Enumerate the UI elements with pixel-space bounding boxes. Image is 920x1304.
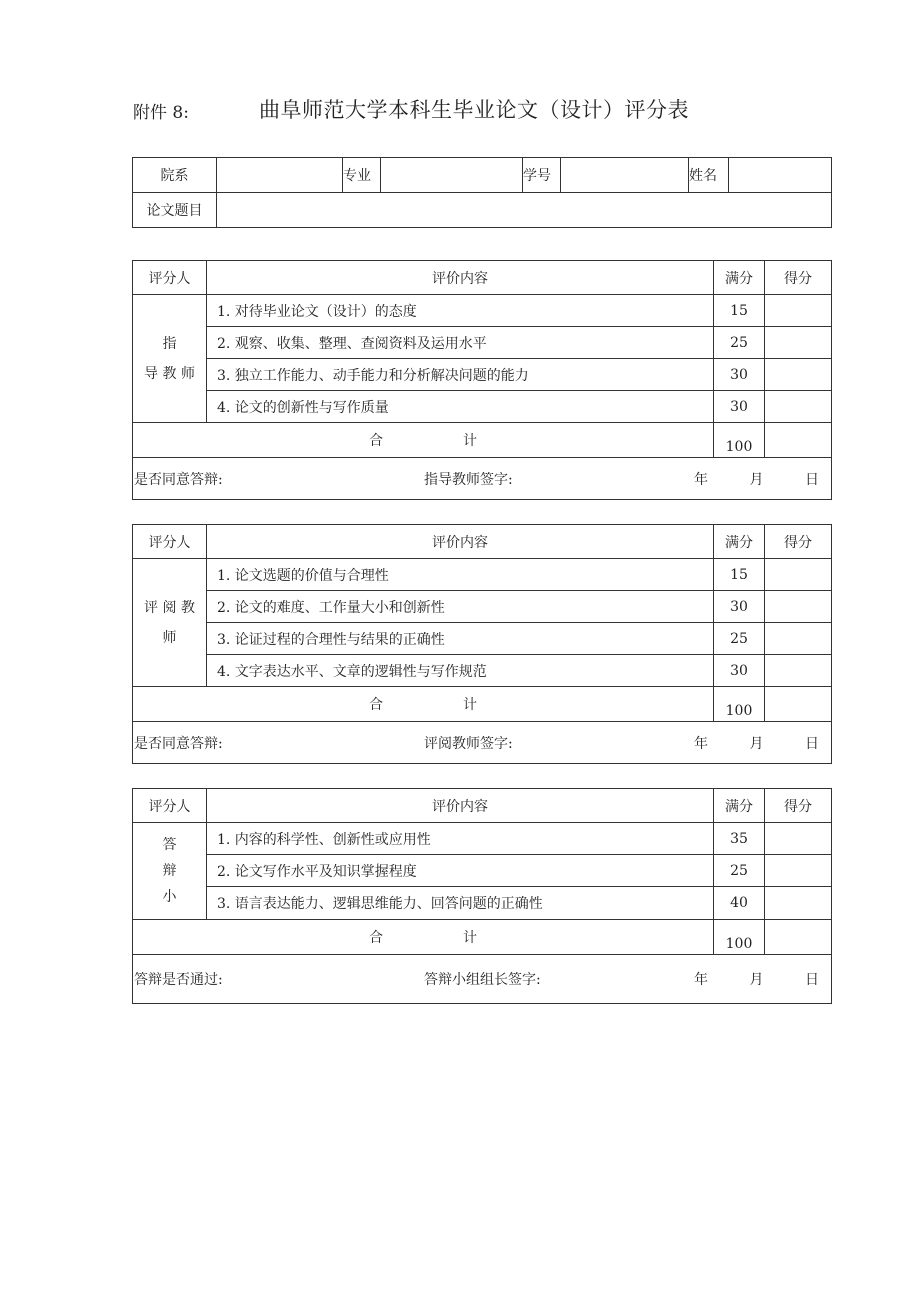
- total-label: [133, 687, 714, 722]
- score-cell[interactable]: [765, 855, 832, 887]
- full-score: 25: [714, 327, 765, 359]
- full-header: 满分: [714, 525, 765, 559]
- total-label-a: 合: [369, 697, 383, 713]
- month-label: 月: [749, 972, 764, 988]
- score-cell[interactable]: [765, 655, 832, 687]
- student-info-table: [132, 157, 832, 228]
- reviewer-sign-row: [133, 722, 832, 764]
- criterion-text: 3. 语言表达能力、逻辑思维能力、回答问题的正确性: [207, 887, 714, 920]
- full-score: 25: [714, 623, 765, 655]
- reviewer-role: [133, 559, 207, 687]
- full-header: 满分: [714, 261, 765, 295]
- date-field[interactable]: [674, 969, 831, 989]
- thesis-title-label: 论文题目: [133, 193, 217, 228]
- total-full: 100: [714, 687, 765, 722]
- reviewer-sign-label: 评阅教师签字:: [424, 735, 513, 752]
- score-cell[interactable]: [765, 327, 832, 359]
- year-label: 年: [694, 471, 708, 488]
- total-label-a: 合: [369, 433, 383, 449]
- advisor-role-line1: 指: [162, 335, 177, 352]
- criterion-text: 1. 内容的科学性、创新性或应用性: [207, 823, 714, 855]
- day-label: 日: [805, 972, 819, 988]
- form-title: 曲阜师范大学本科生毕业论文（设计）评分表: [259, 98, 689, 122]
- defense-sign-row: [133, 955, 832, 1004]
- year-label: 年: [694, 972, 708, 988]
- content-header: 评价内容: [207, 261, 714, 295]
- total-full: 100: [714, 423, 765, 458]
- advisor-score-table: [132, 260, 832, 500]
- defense-score-table: [132, 788, 832, 1004]
- defense-passed-label: 答辩是否通过:: [134, 972, 223, 988]
- date-field[interactable]: [674, 469, 831, 489]
- total-score-cell[interactable]: [765, 687, 832, 722]
- full-score: 35: [714, 823, 765, 855]
- year-label: 年: [694, 735, 708, 752]
- major-field[interactable]: [381, 158, 523, 193]
- total-label-b: 计: [463, 930, 477, 946]
- full-score: 30: [714, 591, 765, 623]
- dept-label: 院系: [133, 158, 217, 193]
- total-score-cell[interactable]: [765, 423, 832, 458]
- day-label: 日: [805, 735, 819, 752]
- agree-defense-label: 是否同意答辩:: [134, 471, 223, 488]
- total-label-b: 计: [463, 697, 477, 713]
- reviewer-role-line1: 评 阅 教: [144, 599, 195, 616]
- grader-header: 评分人: [133, 789, 207, 823]
- score-header: 得分: [765, 789, 832, 823]
- score-cell[interactable]: [765, 623, 832, 655]
- score-header: 得分: [765, 525, 832, 559]
- criterion-text: 3. 独立工作能力、动手能力和分析解决问题的能力: [207, 359, 714, 391]
- defense-leader-sign-label: 答辩小组组长签字:: [424, 972, 541, 988]
- grader-header: 评分人: [133, 525, 207, 559]
- day-label: 日: [805, 471, 819, 488]
- total-full: 100: [714, 920, 765, 955]
- score-cell[interactable]: [765, 591, 832, 623]
- criterion-text: 3. 论证过程的合理性与结果的正确性: [207, 623, 714, 655]
- criterion-text: 1. 论文选题的价值与合理性: [207, 559, 714, 591]
- thesis-title-field[interactable]: [217, 193, 832, 228]
- date-field[interactable]: [674, 733, 831, 753]
- full-score: 30: [714, 359, 765, 391]
- name-field[interactable]: [729, 158, 832, 193]
- name-label: 姓名: [689, 158, 729, 193]
- full-score: 40: [714, 887, 765, 920]
- attachment-label: 附件 8:: [133, 103, 189, 123]
- reviewer-role-line2: 师: [162, 629, 177, 646]
- major-label: 专业: [343, 158, 381, 193]
- full-header: 满分: [714, 789, 765, 823]
- defense-role-line3: 小: [162, 889, 177, 905]
- student-id-field[interactable]: [561, 158, 689, 193]
- criterion-text: 1. 对待毕业论文（设计）的态度: [207, 295, 714, 327]
- advisor-sign-row: [133, 458, 832, 500]
- reviewer-score-table: [132, 524, 832, 764]
- advisor-role: [133, 295, 207, 423]
- total-label: [133, 423, 714, 458]
- score-header: 得分: [765, 261, 832, 295]
- full-score: 30: [714, 655, 765, 687]
- score-cell[interactable]: [765, 295, 832, 327]
- month-label: 月: [749, 471, 764, 488]
- dept-field[interactable]: [217, 158, 343, 193]
- total-score-cell[interactable]: [765, 920, 832, 955]
- defense-role-line2: 辩: [162, 863, 177, 879]
- criterion-text: 2. 论文的难度、工作量大小和创新性: [207, 591, 714, 623]
- agree-defense-label: 是否同意答辩:: [134, 735, 223, 752]
- full-score: 15: [714, 295, 765, 327]
- full-score: 30: [714, 391, 765, 423]
- criterion-text: 2. 观察、收集、整理、查阅资料及运用水平: [207, 327, 714, 359]
- criterion-text: 2. 论文写作水平及知识掌握程度: [207, 855, 714, 887]
- defense-role: [133, 823, 207, 920]
- full-score: 25: [714, 855, 765, 887]
- score-cell[interactable]: [765, 823, 832, 855]
- total-label-a: 合: [369, 930, 383, 946]
- defense-role-line1: 答: [162, 837, 177, 853]
- full-score: 15: [714, 559, 765, 591]
- criterion-text: 4. 文字表达水平、文章的逻辑性与写作规范: [207, 655, 714, 687]
- advisor-role-line2: 导 教 师: [144, 365, 195, 382]
- score-cell[interactable]: [765, 391, 832, 423]
- month-label: 月: [749, 735, 764, 752]
- criterion-text: 4. 论文的创新性与写作质量: [207, 391, 714, 423]
- advisor-sign-label: 指导教师签字:: [424, 471, 513, 488]
- grader-header: 评分人: [133, 261, 207, 295]
- content-header: 评价内容: [207, 525, 714, 559]
- content-header: 评价内容: [207, 789, 714, 823]
- score-cell[interactable]: [765, 887, 832, 920]
- score-cell[interactable]: [765, 559, 832, 591]
- student-id-label: 学号: [523, 158, 561, 193]
- score-cell[interactable]: [765, 359, 832, 391]
- total-label: [133, 920, 714, 955]
- total-label-b: 计: [463, 433, 477, 449]
